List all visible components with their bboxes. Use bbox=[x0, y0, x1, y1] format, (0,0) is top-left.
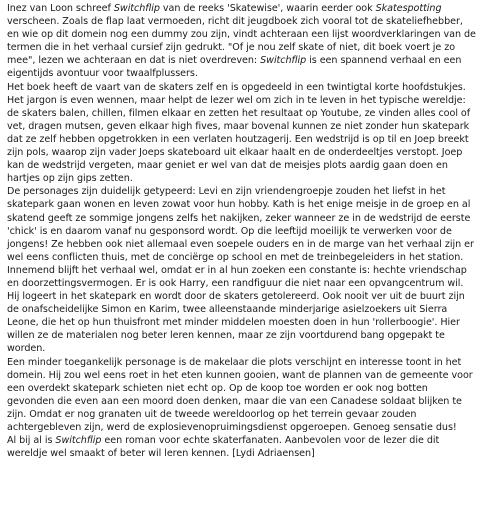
text-run: verscheen. Zoals de flap laat vermoeden, richt dit jeugdboek zich vooral tot de skateliefhebber, en wie op dit domein nog een dummy zou zijn, vindt achteraan een lijst woordverklaringen van de termen die in het verhaal cursief zijn gedrukt. "Of je nou zelf skate of niet, dit boek voert je zo mee", lezen we achteraan en dat is niet overdreven: bbox=[7, 16, 476, 67]
review-paragraph bbox=[7, 185, 476, 264]
text-run: van de reeks 'Skatewise', waarin eerder ook bbox=[159, 3, 376, 14]
text-run: Al bij al is bbox=[7, 435, 56, 447]
text-run: Innemend blijft het verhaal wel, omdat er in al hun zoeken een constante is: hechte vriendschap en doorzettingsvermogen. Er is ook Harry, een randfiguur die niet naar een opvangcentrum wil. Hij logeert in het skatepark en wordt door de skaters getolereerd. Ook nooit ver uit de buurt zijn de onafscheidelijke Simon en Karim, twee alleenstaande minderjarige asielzoekers uit Sierra Leone, die het op hun thuisfront met minder middelen moesten doen in hun 'rollerboogie'. Hier willen ze de materialen nog beter leren kennen, maar ze zijn voortdurend bang opgepakt te worden. bbox=[7, 264, 467, 355]
review-paragraph bbox=[7, 2, 476, 81]
text-run: een roman voor echte skaterfanaten. Aanbevolen voor de lezer die dit wereldje wel smaakt of beter wil leren kennen. [Lydi Adriaensen] bbox=[7, 435, 440, 460]
book-title: Skatespotting bbox=[375, 3, 442, 14]
review-paragraph bbox=[7, 264, 476, 356]
text-run: Het boek heeft de vaart van de skaters zelf en is opgedeeld in een twintigtal korte hoofdstukjes. Het jargon is even wennen, maar helpt de lezer wel om zich in te leven in het typische wereldje: de skaters balen, chillen, filmen elkaar en zetten het resultaat op Youtube, ze vinden alles cool of vet, dragen mutsen, geven elkaar high fives, maar bovenal kunnen ze niet zonder hun skatepark dat ze zelf hebben opgetrokken in een verlaten houtzagerij. Een wedstrijd is op til en Joep breekt zijn pols, waarop zijn vader Joeps skateboard uit elkaar haalt en de onderdeeltjes verstopt. Joep kan de wedstrijd vergeten, maar geniet er wel van dat de meisjes plots aardig gaan doen en hartjes op zijn gips zetten. bbox=[7, 81, 471, 185]
book-title: Switchflip bbox=[55, 435, 102, 447]
text-run: Inez van Loon schreef bbox=[7, 3, 114, 14]
text-run: is een spannend verhaal en een eigentijds avontuur voor twaalfplussers. bbox=[7, 55, 462, 80]
book-title: Switchflip bbox=[113, 3, 160, 14]
text-run: De personages zijn duidelijk getypeerd: Levi en zijn vriendengroepje zouden het liefst in het skatepark gaan wonen en leven zowat voor hun hobby. Kath is het enige meisje in de groep en al skatend geeft ze sommige jongens zelfs het nakijken, zeker wanneer ze in de wedstrijd de eerste 'chick' is en daarom vanaf nu gesponsord wordt. Op die leeftijd moeilijk te verwerken voor de jongens! Ze hebben ook niet allemaal even soepele ouders en in de marge van het verhaal zijn er wel eens conflicten thuis, met de conciërge op school en met de treinbegeleiders in het station. bbox=[7, 186, 474, 263]
text-run: Een minder toegankelijk personage is de makelaar die plots verschijnt en interesse toont in het domein. Hij zou wel eens roet in het eten kunnen gooien, want de plannen van de gemeente voor een overdekt skatepark schieten niet echt op. Op de koop toe worden er ook nog botten gevonden die even aan een moord doen denken, maar die van een Canadese soldaat blijken te zijn. Omdat er nog granaten uit de tweede wereldoorlog op het terrein gevaar zouden achtergebleven zijn, werd de explosievenopruimingsdienst opgeroepen. Genoeg sensatie dus! bbox=[7, 356, 473, 433]
review-paragraph bbox=[7, 81, 476, 186]
review-paragraph bbox=[7, 356, 476, 435]
book-title: Switchflip bbox=[260, 55, 307, 67]
review-paragraph bbox=[7, 434, 476, 460]
